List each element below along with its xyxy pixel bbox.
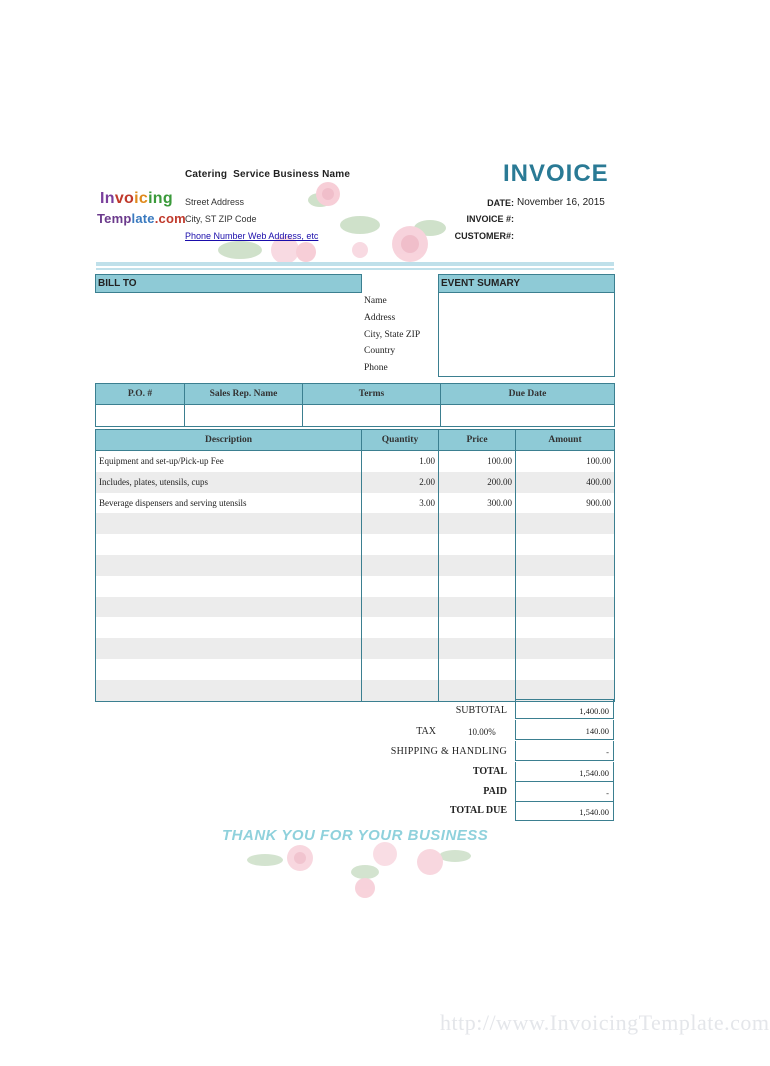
description-cell[interactable]: Beverage dispensers and serving utensils bbox=[96, 493, 362, 514]
amount-cell[interactable] bbox=[516, 576, 615, 597]
item-row bbox=[96, 680, 615, 701]
amount-cell[interactable] bbox=[516, 638, 615, 659]
date-label: DATE: bbox=[487, 198, 514, 208]
subtotal-label: SUBTOTAL bbox=[455, 705, 507, 716]
price-cell[interactable] bbox=[439, 638, 516, 659]
item-row bbox=[96, 493, 615, 514]
price-cell[interactable] bbox=[439, 659, 516, 680]
bill-to-header: BILL TO bbox=[95, 274, 362, 293]
quantity-cell[interactable] bbox=[362, 513, 439, 534]
bill-to-address[interactable]: Address bbox=[364, 313, 396, 323]
price-cell[interactable]: 200.00 bbox=[439, 472, 516, 493]
price-cell[interactable]: 300.00 bbox=[439, 493, 516, 514]
price-cell[interactable] bbox=[439, 680, 516, 701]
tax-label: TAX bbox=[416, 726, 436, 737]
quantity-header: Quantity bbox=[362, 430, 439, 451]
quantity-cell[interactable] bbox=[362, 638, 439, 659]
invoice-number-label: INVOICE #: bbox=[466, 214, 514, 224]
logo-invoicing: Invoicing bbox=[100, 190, 173, 207]
item-row bbox=[96, 597, 615, 618]
amount-cell[interactable]: 400.00 bbox=[516, 472, 615, 493]
due-date-value[interactable] bbox=[441, 405, 615, 427]
quantity-cell[interactable] bbox=[362, 534, 439, 555]
item-row bbox=[96, 472, 615, 493]
price-cell[interactable] bbox=[439, 617, 516, 638]
item-row bbox=[96, 576, 615, 597]
bill-to-phone[interactable]: Phone bbox=[364, 363, 388, 373]
total-due-label: TOTAL DUE bbox=[449, 805, 507, 816]
event-summary-box[interactable] bbox=[438, 292, 615, 377]
description-cell[interactable]: Includes, plates, utensils, cups bbox=[96, 472, 362, 493]
paid-label: PAID bbox=[483, 786, 507, 797]
invoice-title: INVOICE bbox=[503, 160, 609, 187]
description-cell[interactable] bbox=[96, 513, 362, 534]
bill-to-country[interactable]: Country bbox=[364, 346, 396, 356]
quantity-cell[interactable] bbox=[362, 576, 439, 597]
order-info-table bbox=[95, 383, 615, 427]
amount-cell[interactable] bbox=[516, 555, 615, 576]
watermark-url: http://www.InvoicingTemplate.com bbox=[440, 1010, 770, 1035]
quantity-cell[interactable] bbox=[362, 597, 439, 618]
company-city: City, ST ZIP Code bbox=[185, 214, 257, 224]
price-header: Price bbox=[439, 430, 516, 451]
quantity-cell[interactable] bbox=[362, 680, 439, 701]
header-divider bbox=[96, 262, 614, 266]
quantity-cell[interactable]: 3.00 bbox=[362, 493, 439, 514]
company-contact-link[interactable]: Phone Number Web Address, etc bbox=[185, 231, 319, 241]
paid-value[interactable]: - bbox=[515, 782, 614, 802]
amount-cell[interactable] bbox=[516, 680, 615, 701]
item-row bbox=[96, 659, 615, 680]
description-cell[interactable] bbox=[96, 680, 362, 701]
description-cell[interactable] bbox=[96, 576, 362, 597]
po-header: P.O. # bbox=[96, 384, 185, 405]
subtotal-value: 1,400.00 bbox=[515, 699, 614, 719]
item-row bbox=[96, 617, 615, 638]
tax-rate[interactable]: 10.00% bbox=[468, 727, 496, 737]
amount-cell[interactable] bbox=[516, 597, 615, 618]
rose-flowers-image bbox=[210, 180, 450, 268]
quantity-cell[interactable]: 2.00 bbox=[362, 472, 439, 493]
logo-template: Template.com bbox=[97, 211, 186, 226]
quantity-cell[interactable] bbox=[362, 617, 439, 638]
item-row bbox=[96, 534, 615, 555]
price-cell[interactable] bbox=[439, 555, 516, 576]
bill-to-name[interactable]: Name bbox=[364, 296, 387, 306]
description-cell[interactable]: Equipment and set-up/Pick-up Fee bbox=[96, 451, 362, 472]
total-value: 1,540.00 bbox=[515, 762, 614, 782]
quantity-cell[interactable]: 1.00 bbox=[362, 451, 439, 472]
description-cell[interactable] bbox=[96, 597, 362, 618]
description-cell[interactable] bbox=[96, 659, 362, 680]
amount-cell[interactable] bbox=[516, 513, 615, 534]
description-cell[interactable] bbox=[96, 638, 362, 659]
price-cell[interactable] bbox=[439, 513, 516, 534]
due-date-header: Due Date bbox=[441, 384, 615, 405]
total-due-value: 1,540.00 bbox=[515, 801, 614, 821]
amount-cell[interactable]: 900.00 bbox=[516, 493, 615, 514]
item-row bbox=[96, 555, 615, 576]
description-cell[interactable] bbox=[96, 555, 362, 576]
total-label: TOTAL bbox=[472, 766, 507, 777]
terms-value[interactable] bbox=[303, 405, 441, 427]
thank-you-message: THANK YOU FOR YOUR BUSINESS bbox=[222, 827, 489, 844]
company-street: Street Address bbox=[185, 197, 245, 207]
tax-value: 140.00 bbox=[515, 720, 614, 740]
quantity-cell[interactable] bbox=[362, 659, 439, 680]
price-cell[interactable] bbox=[439, 534, 516, 555]
date-value[interactable]: November 16, 2015 bbox=[517, 197, 605, 208]
po-value[interactable] bbox=[96, 405, 185, 427]
shipping-value[interactable]: - bbox=[515, 741, 614, 761]
customer-number-label: CUSTOMER#: bbox=[454, 231, 514, 241]
sales-rep-header: Sales Rep. Name bbox=[185, 384, 303, 405]
description-cell[interactable] bbox=[96, 534, 362, 555]
shipping-label: SHIPPING & HANDLING bbox=[390, 746, 507, 757]
item-row bbox=[96, 638, 615, 659]
bill-to-city[interactable]: City, State ZIP bbox=[364, 330, 421, 340]
terms-header: Terms bbox=[303, 384, 441, 405]
description-cell[interactable] bbox=[96, 617, 362, 638]
quantity-cell[interactable] bbox=[362, 555, 439, 576]
item-row bbox=[96, 451, 615, 472]
company-name: Catering Service Business Name bbox=[185, 169, 351, 180]
sales-rep-value[interactable] bbox=[185, 405, 303, 427]
description-header: Description bbox=[96, 430, 362, 451]
amount-cell[interactable] bbox=[516, 659, 615, 680]
amount-cell[interactable]: 100.00 bbox=[516, 451, 615, 472]
price-cell[interactable]: 100.00 bbox=[439, 451, 516, 472]
footer-rose-flowers-image bbox=[245, 842, 475, 904]
items-table bbox=[95, 429, 615, 702]
amount-cell[interactable] bbox=[516, 617, 615, 638]
event-summary-header: EVENT SUMARY bbox=[438, 274, 615, 293]
header-divider-thin bbox=[96, 268, 614, 270]
item-row bbox=[96, 513, 615, 534]
amount-cell[interactable] bbox=[516, 534, 615, 555]
price-cell[interactable] bbox=[439, 576, 516, 597]
amount-header: Amount bbox=[516, 430, 615, 451]
price-cell[interactable] bbox=[439, 597, 516, 618]
